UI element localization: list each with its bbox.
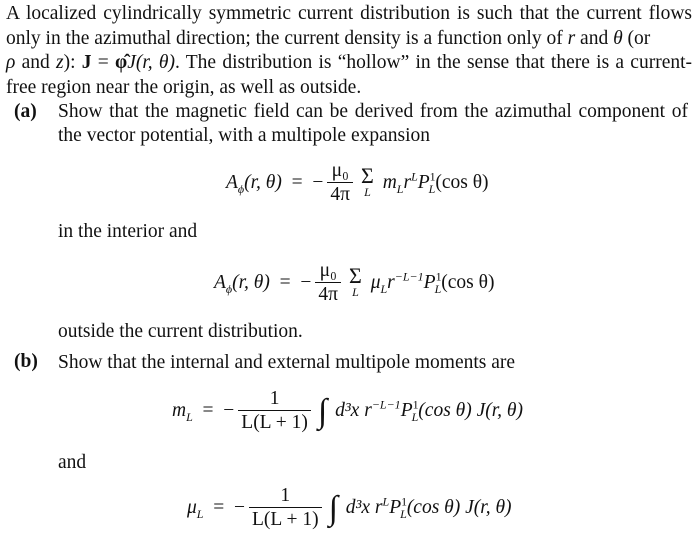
equation-internal-moment [172, 388, 523, 435]
eq2-P-sub: L [434, 281, 442, 296]
eq3-r: r [364, 399, 372, 421]
eq1-sum-sub: L [364, 184, 371, 199]
eq4-P-sub: L [400, 506, 407, 521]
eq3-den: L(L + 1) [241, 412, 308, 433]
equation-exterior-potential [214, 260, 494, 307]
eq4-d3x: d³x [345, 496, 371, 518]
eq1-minus: − [312, 171, 324, 193]
var-rho: ρ [6, 52, 16, 73]
eq1-num: μ₀ [327, 160, 353, 183]
intro-paragraph [6, 2, 692, 100]
eq1-P-sub: L [428, 181, 436, 196]
eq1-coef: m [382, 171, 397, 193]
J-function: J(r, θ) [127, 52, 175, 73]
eq4-r: r [374, 496, 383, 518]
eq1-coef-sub: L [396, 181, 404, 196]
eq1-pow: L [411, 169, 418, 184]
phi-hat: φ̂ [115, 52, 128, 73]
part-a-label: (a) [14, 101, 37, 122]
eq3-lhs-sub: L [186, 409, 193, 424]
eq2-P-sup: 1 [435, 269, 442, 284]
eq1-P-sup: 1 [429, 169, 436, 184]
eq1-equals: = [291, 171, 303, 193]
var-r: r [567, 27, 576, 49]
eq4-integral: ∫ [328, 489, 338, 527]
eq1-fraction [327, 160, 353, 207]
eq3-pow: −L−1 [371, 397, 401, 412]
eq4-P: P [389, 496, 402, 518]
eq2-pow: −L−1 [394, 269, 424, 284]
eq2-coef: μ [370, 271, 381, 293]
eq3-integral: ∫ [317, 392, 328, 430]
eq3-P-sub: L [411, 409, 419, 424]
intro-text-1: A localized cylindrically symmetric current distribution is such that the current flows only in the azimuthal direction; the current density is a function only of [6, 3, 692, 49]
eq2-num: μ₀ [315, 260, 341, 283]
and-text: and [58, 452, 87, 473]
eq4-lhs-sub: L [196, 506, 204, 521]
intro-and: and [580, 27, 609, 49]
eq1-lhs-args: (r, θ) [244, 171, 282, 193]
eq4-num: 1 [249, 485, 322, 508]
eq1-lhs: A [226, 171, 238, 193]
eq4-tail: (cos θ) J(r, θ) [406, 496, 512, 518]
interior-and-text: in the interior and [58, 221, 198, 242]
eq1-sum-sym: Σ [361, 162, 374, 188]
eq4-equals: = [213, 496, 225, 518]
eq3-minus: − [223, 399, 235, 421]
var-theta: θ [613, 27, 623, 49]
equation-external-moment [187, 485, 512, 532]
eq2-coef-sub: L [380, 281, 388, 296]
eq4-P-sup: 1 [401, 494, 408, 509]
eq2-sum-sym: Σ [349, 262, 362, 288]
eq2-sum-sub: L [352, 284, 359, 299]
eq3-equals: = [202, 399, 214, 421]
eq2-equals: = [279, 271, 291, 293]
eq4-fraction [249, 485, 322, 532]
eq2-P: P [423, 271, 436, 293]
intro-text-4: . The distribution is “hollow” in the sense that there is a current-free region near the origin, as well as outside. [6, 52, 693, 98]
eq2-sum [349, 262, 362, 300]
eq2-arg: (cos θ) [441, 271, 495, 293]
eq3-num: 1 [238, 388, 311, 411]
eq3-P-sup: 1 [412, 397, 419, 412]
eq4-den: L(L + 1) [251, 509, 319, 530]
intro-text-3: ): [63, 52, 76, 73]
eq2-lhs: A [214, 271, 226, 293]
eq2-den: 4π [318, 284, 338, 305]
outside-text: outside the current distribution. [58, 321, 303, 342]
intro-text-2: (or [627, 27, 651, 49]
part-a-text: Show that the magnetic field can be derived from the azimuthal component of the vector potential, with a multipole expansion [58, 101, 688, 146]
part-b-label: (b) [14, 351, 38, 372]
eq4-lhs: μ [187, 496, 197, 518]
part-b-text: Show that the internal and external multipole moments are [58, 352, 516, 373]
eq3-P: P [400, 399, 413, 421]
eq2-lhs-sub: ϕ [225, 281, 233, 296]
equation-interior-potential [226, 160, 489, 207]
eq3-lhs: m [172, 399, 187, 421]
intro-and-2: and [21, 52, 50, 73]
eq3-tail: (cos θ) J(r, θ) [418, 399, 524, 421]
eq2-lhs-args: (r, θ) [232, 271, 270, 293]
eq2-fraction [315, 260, 341, 307]
eq1-den: 4π [330, 184, 350, 205]
var-z: z [56, 52, 64, 73]
eq4-pow: L [382, 494, 390, 509]
current-density-J: J [81, 52, 92, 73]
eq1-lhs-sub: ϕ [237, 181, 245, 196]
eq1-r: r [403, 171, 412, 193]
eq4-minus: − [233, 496, 245, 518]
intro-equals: = [97, 52, 109, 73]
eq1-P: P [417, 171, 430, 193]
eq2-minus: − [300, 271, 312, 293]
eq3-fraction [238, 388, 311, 435]
eq1-sum [361, 162, 374, 200]
eq3-d3x: d³x [335, 399, 360, 421]
eq1-arg: (cos θ) [435, 171, 489, 193]
eq2-r: r [387, 271, 395, 293]
